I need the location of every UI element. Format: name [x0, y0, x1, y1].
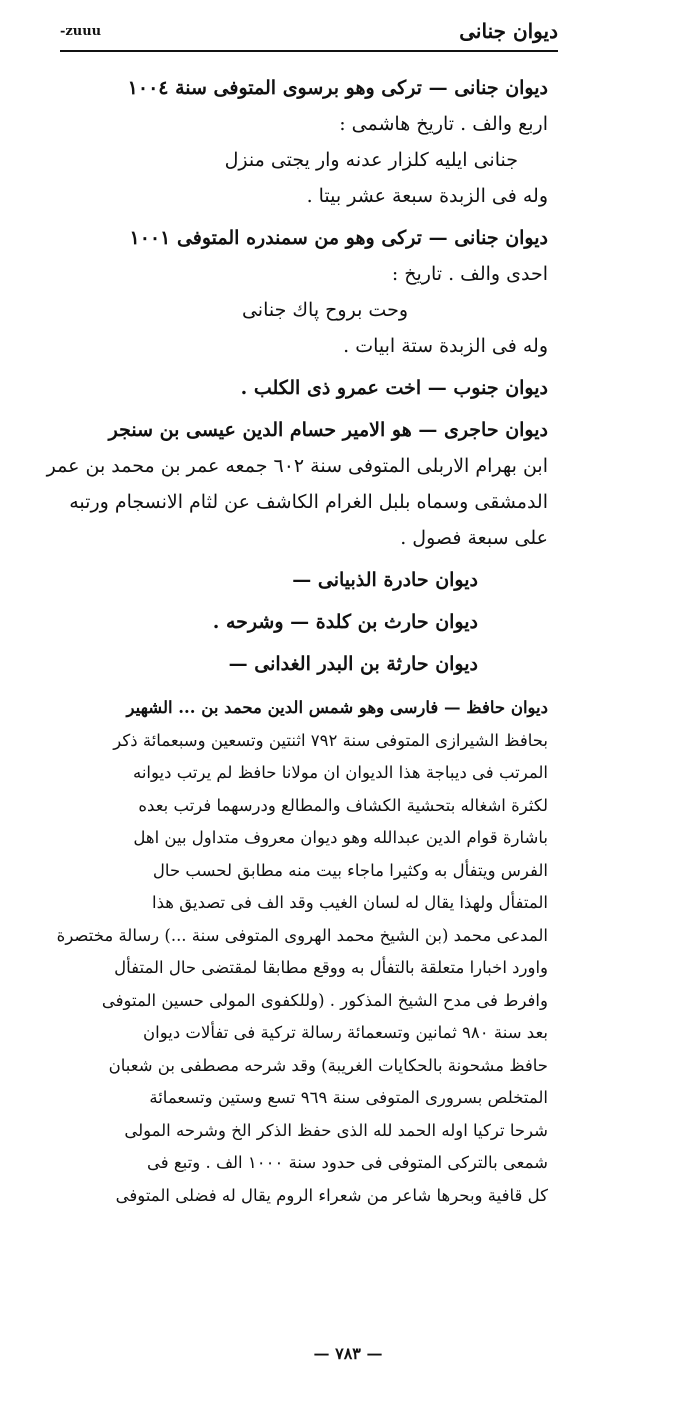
page-number: — ٧٨٣ — — [313, 1344, 383, 1363]
text-line: ديوان جنوب — اخت عمرو ذى الكلب . — [240, 377, 548, 399]
text-line: وافرط فى مدح الشيخ المذكور . (وللكفوى المولى حسين المتوفى — [101, 990, 548, 1010]
text-line: ديوان حارث بن كلدة — وشرحه . — [212, 611, 478, 633]
entries-block-top — [46, 70, 548, 682]
text-line: وحت بروح پاك جنانى — [241, 299, 408, 321]
text-line: وله فى الزبدة ستة ابيات . — [343, 335, 548, 357]
text-line: الدمشقى وسماه بلبل الغرام الكاشف عن لثام الانسجام ورتبه — [69, 491, 548, 513]
text-line: المتفأل ولهذا يقال له لسان الغيب وقد الف فى تصديق هذا — [152, 893, 548, 912]
running-header — [60, 14, 558, 48]
text-line: ديوان حادرة الذبيانى — — [292, 569, 478, 591]
text-line: المرتب فى ديباجة هذا الديوان ان مولانا حافظ لم يرتب ديوانه — [132, 763, 548, 782]
text-line: باشارة قوام الدين عبدالله وهو ديوان معروف متداول بين اهل — [133, 828, 548, 847]
text-line: كل قافية وبحرها شاعر من شعراء الروم يقال له فضلى المتوفى — [115, 1185, 548, 1205]
text-line: ديوان جنانى — تركى وهو برسوى المتوفى سنة ١٠٠٤ — [127, 77, 548, 99]
text-line: ديوان حارثة بن البدر الغدانى — — [228, 653, 478, 675]
text-line: ديوان حاجرى — هو الامير حسام الدين عيسى بن سنجر — [108, 419, 548, 441]
text-line: ابن بهرام الاربلى المتوفى سنة ٦٠٢ جمعه عمر بن محمد بن عمر — [46, 455, 548, 477]
text-line: احدى والف . تاريخ : — [391, 263, 548, 285]
text-line: بعد سنة ٩٨٠ ثمانين وتسعمائة رسالة تركية فى تفألات ديوان — [143, 1023, 548, 1042]
text-line: بحافظ الشيرازى المتوفى سنة ٧٩٢ اثنتين وتسعين وسبعمائة ذكر — [113, 730, 548, 750]
text-line: شمعى بالتركى المتوفى فى حدود سنة ١٠٠٠ الف . وتبع فى — [147, 1153, 548, 1172]
text-line: المتخلص بسرورى المتوفى سنة ٩٦٩ تسع وستين وتسعمائة — [149, 1088, 548, 1107]
text-line: ديوان جنانى — تركى وهو من سمندره المتوفى ١٠٠١ — [129, 227, 548, 249]
text-line: شرحا تركيا اوله الحمد لله الذى حفظ الذكر الخ وشرحه المولى — [124, 1120, 548, 1140]
text-line: اربع والف . تاريخ هاشمى : — [339, 113, 548, 135]
text-line: حافظ مشحونة بالحكايات الغريبة) وقد شرحه مصطفى بن شعبان — [108, 1055, 548, 1075]
running-title: ديوان جنانى — [459, 19, 558, 43]
entry-hafiz-block — [56, 692, 548, 1212]
text-line: جنانى ايليه كلزار عدنه وار يجتى منزل — [224, 149, 518, 171]
text-line: الفرس ويتفأل به وكثيرا ماجاء بيت منه مطابق لحسب حال — [152, 860, 548, 880]
text-line: على سبعة فصول . — [400, 527, 548, 549]
text-line: المدعى محمد (بن الشيخ محمد الهروى المتوفى سنة ...) رسالة مختصرة — [56, 925, 548, 945]
header-left-mark: -zuuu — [60, 23, 102, 39]
header-rule — [60, 50, 558, 52]
body-text — [46, 70, 548, 1212]
text-line: ديوان حافظ — فارسى وهو شمس الدين محمد بن ... الشهير — [126, 698, 548, 717]
text-line: وله فى الزبدة سبعة عشر بيتا . — [306, 185, 548, 207]
text-line: واورد اخبارا متعلقة بالتفأل به ووقع مطابقا لمقتضى حال المتفأل — [114, 958, 548, 977]
text-line: لكثرة اشغاله بتحشية الكشاف والمطالع ودرسهما فرتب بعده — [138, 795, 548, 815]
